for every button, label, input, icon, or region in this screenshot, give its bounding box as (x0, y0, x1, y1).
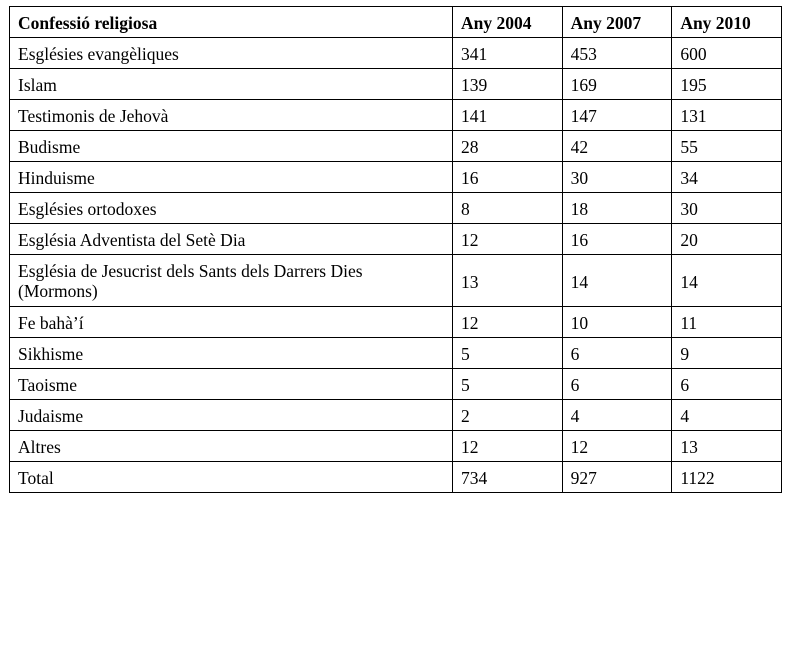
cell-2010: 20 (672, 224, 782, 255)
table-row (10, 193, 782, 224)
cell-2010: 9 (672, 338, 782, 369)
religious-confessions-table (9, 6, 782, 493)
cell-2007: 14 (562, 255, 672, 307)
row-label: Total (10, 462, 453, 493)
cell-2010: 34 (672, 162, 782, 193)
cell-2007: 30 (562, 162, 672, 193)
table-row (10, 224, 782, 255)
table-row (10, 38, 782, 69)
row-label: Islam (10, 69, 453, 100)
row-label: Hinduisme (10, 162, 453, 193)
cell-2010: 30 (672, 193, 782, 224)
table-row (10, 431, 782, 462)
table-row-total (10, 462, 782, 493)
table-row (10, 100, 782, 131)
cell-2004: 139 (453, 69, 563, 100)
table-row (10, 255, 782, 307)
cell-2007: 453 (562, 38, 672, 69)
table-row (10, 162, 782, 193)
table-row (10, 131, 782, 162)
row-label: Esglésies evangèliques (10, 38, 453, 69)
cell-2004: 13 (453, 255, 563, 307)
cell-2004: 5 (453, 369, 563, 400)
cell-2007: 42 (562, 131, 672, 162)
table-row (10, 400, 782, 431)
header-year-2007: Any 2007 (562, 7, 672, 38)
row-label: Sikhisme (10, 338, 453, 369)
cell-2010: 4 (672, 400, 782, 431)
cell-2010: 6 (672, 369, 782, 400)
cell-2007: 12 (562, 431, 672, 462)
cell-2010: 195 (672, 69, 782, 100)
cell-2007: 169 (562, 69, 672, 100)
cell-2007: 18 (562, 193, 672, 224)
row-label: Altres (10, 431, 453, 462)
cell-2010: 1122 (672, 462, 782, 493)
row-label: Taoisme (10, 369, 453, 400)
row-label: Església Adventista del Setè Dia (10, 224, 453, 255)
cell-2007: 6 (562, 338, 672, 369)
header-year-2004: Any 2004 (453, 7, 563, 38)
header-confession: Confessió religiosa (10, 7, 453, 38)
cell-2004: 8 (453, 193, 563, 224)
cell-2010: 14 (672, 255, 782, 307)
cell-2007: 927 (562, 462, 672, 493)
cell-2007: 4 (562, 400, 672, 431)
row-label: Testimonis de Jehovà (10, 100, 453, 131)
row-label: Budisme (10, 131, 453, 162)
cell-2007: 16 (562, 224, 672, 255)
cell-2004: 5 (453, 338, 563, 369)
row-label: Fe bahà’í (10, 307, 453, 338)
cell-2004: 12 (453, 224, 563, 255)
table-row (10, 69, 782, 100)
table-row (10, 338, 782, 369)
row-label: Església de Jesucrist dels Sants dels Darrers Dies (Mormons) (10, 255, 453, 307)
cell-2007: 10 (562, 307, 672, 338)
cell-2010: 11 (672, 307, 782, 338)
cell-2010: 131 (672, 100, 782, 131)
header-year-2010: Any 2010 (672, 7, 782, 38)
cell-2004: 2 (453, 400, 563, 431)
cell-2004: 341 (453, 38, 563, 69)
cell-2004: 28 (453, 131, 563, 162)
cell-2004: 141 (453, 100, 563, 131)
table-row (10, 369, 782, 400)
row-label: Esglésies ortodoxes (10, 193, 453, 224)
table-header-row (10, 7, 782, 38)
table-row (10, 307, 782, 338)
cell-2010: 600 (672, 38, 782, 69)
row-label: Judaisme (10, 400, 453, 431)
cell-2004: 734 (453, 462, 563, 493)
cell-2007: 147 (562, 100, 672, 131)
cell-2010: 13 (672, 431, 782, 462)
cell-2004: 12 (453, 431, 563, 462)
cell-2007: 6 (562, 369, 672, 400)
cell-2004: 16 (453, 162, 563, 193)
cell-2004: 12 (453, 307, 563, 338)
cell-2010: 55 (672, 131, 782, 162)
